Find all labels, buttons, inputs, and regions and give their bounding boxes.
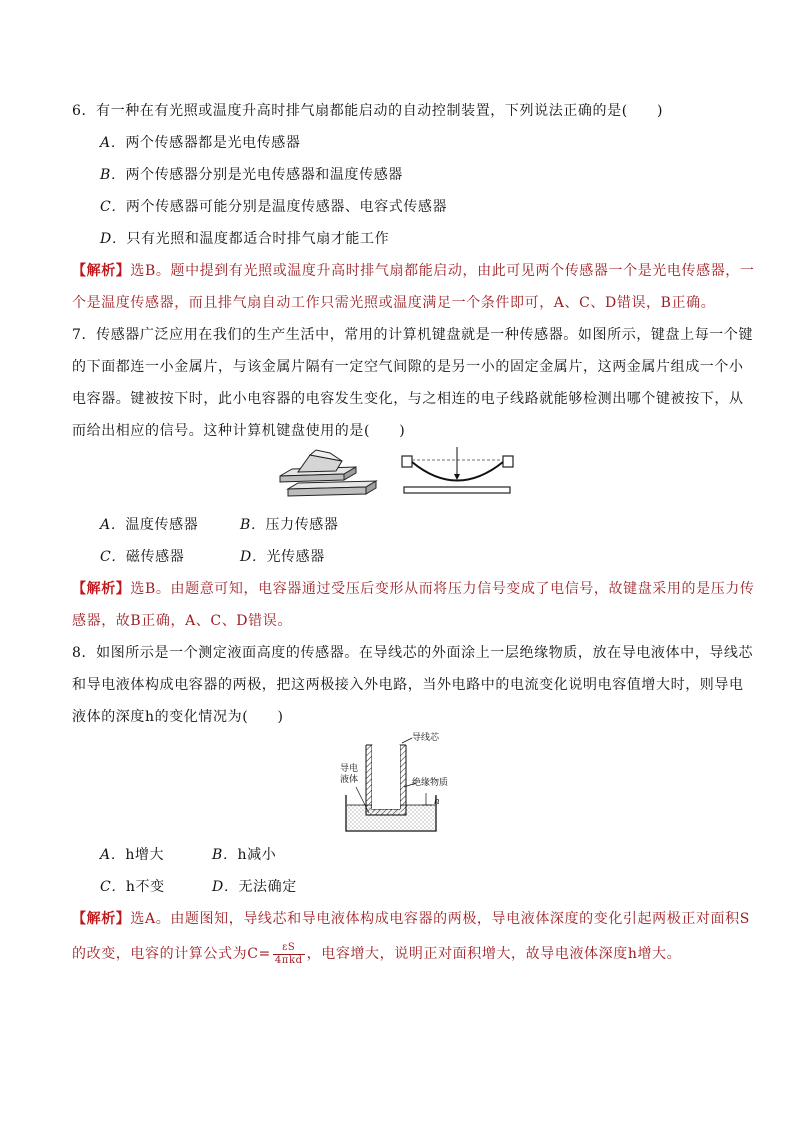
q6-option-d: D．只有光照和温度都适合时排气扇才能工作 [100,231,390,247]
analysis-tag: 【解析】 [72,911,131,927]
q7-analysis-line-1: 【解析】选B。由题意可知，电容器通过受压后变形从而将压力信号变成了电信号，故键盘采用的是压力传 [72,581,755,597]
figure-label-core: 导线芯 [412,733,440,743]
q7-option-d: D．光传感器 [240,549,325,565]
analysis-tag: 【解析】 [72,263,131,279]
q7-option-b: B．压力传感器 [240,517,339,533]
capacitance-formula: $\frac{\varepsilon S}{\text{4πkd}}$ [274,941,303,966]
q8-stem-line-3: 液体的深度h的变化情况为( ) [72,709,284,725]
q8-analysis-line-2: 的改变，电容的计算公式为C= $\frac{\varepsilon S}{\text{4πkd}}$ ，电容增大，说明正对面积增大，故导电液体深度h增大。 [72,941,682,966]
q7-option-c: C．磁传感器 [100,549,185,565]
q7-stem-line-2: 的下面都连一小金属片，与该金属片隔有一定空气间隙的是另一小的固定金属片，这两金属片组成一个小 [72,359,744,375]
q8-option-a: A．h增大 [100,847,165,863]
analysis-tag: 【解析】 [72,581,131,597]
q7-option-a: A．温度传感器 [100,517,199,533]
q6-option-a: A．两个传感器都是光电传感器 [100,135,301,151]
q7-stem-line-1: 7．传感器广泛应用在我们的生产生活中，常用的计算机键盘就是一种传感器。如图所示，键盘上每一个键 [72,327,754,343]
q8-option-c: C．h不变 [100,879,165,895]
q8-analysis-line-1: 【解析】选A。由题图知，导线芯和导电液体构成电容器的两极，导电液体深度的变化引起两极正对面积S [72,911,750,927]
q6-option-c: C．两个传感器可能分别是温度传感器、电容式传感器 [100,199,448,215]
q6-option-b: B．两个传感器分别是光电传感器和温度传感器 [100,167,403,183]
q6-analysis-line-1: 【解析】选B。题中提到有光照或温度升高时排气扇都能启动，由此可见两个传感器一个是光电传感器，一 [72,263,755,279]
q8-stem-line-2: 和导电液体构成电容器的两极，把这两极接入外电路，当外电路中的电流变化说明电容值增大时，则导电 [72,677,744,693]
q8-stem-line-1: 8．如图所示是一个测定液面高度的传感器。在导线芯的外面涂上一层绝缘物质，放在导电液体中，导线芯 [72,645,754,661]
q7-analysis-line-2: 感器，故B正确，A、C、D错误。 [72,613,292,629]
q6-analysis-line-2: 个是温度传感器，而且排气扇自动工作只需光照或温度满足一个条件即可，A、C、D错误，B正确。 [72,295,716,311]
keyboard-key-figure [274,447,519,503]
q8-option-d: D．无法确定 [212,879,297,895]
figure-label-insulator: 绝缘物质 [412,778,449,788]
figure-label-h: h [434,797,440,807]
figure-label-liquid-2: 液体 [340,775,359,785]
q7-stem-line-3: 电容器。键被按下时，此小电容器的电容发生变化，与之相连的电子线路就能够检测出哪个键被按下，从 [72,391,744,407]
q8-option-b: B．h减小 [212,847,277,863]
q7-stem-line-4: 而给出相应的信号。这种计算机键盘使用的是( ) [72,423,406,439]
q6-stem: 6．有一种在有光照或温度升高时排气扇都能启动的自动控制装置，下列说法正确的是( ) [72,103,664,119]
figure-label-liquid-1: 导电 [340,764,359,774]
